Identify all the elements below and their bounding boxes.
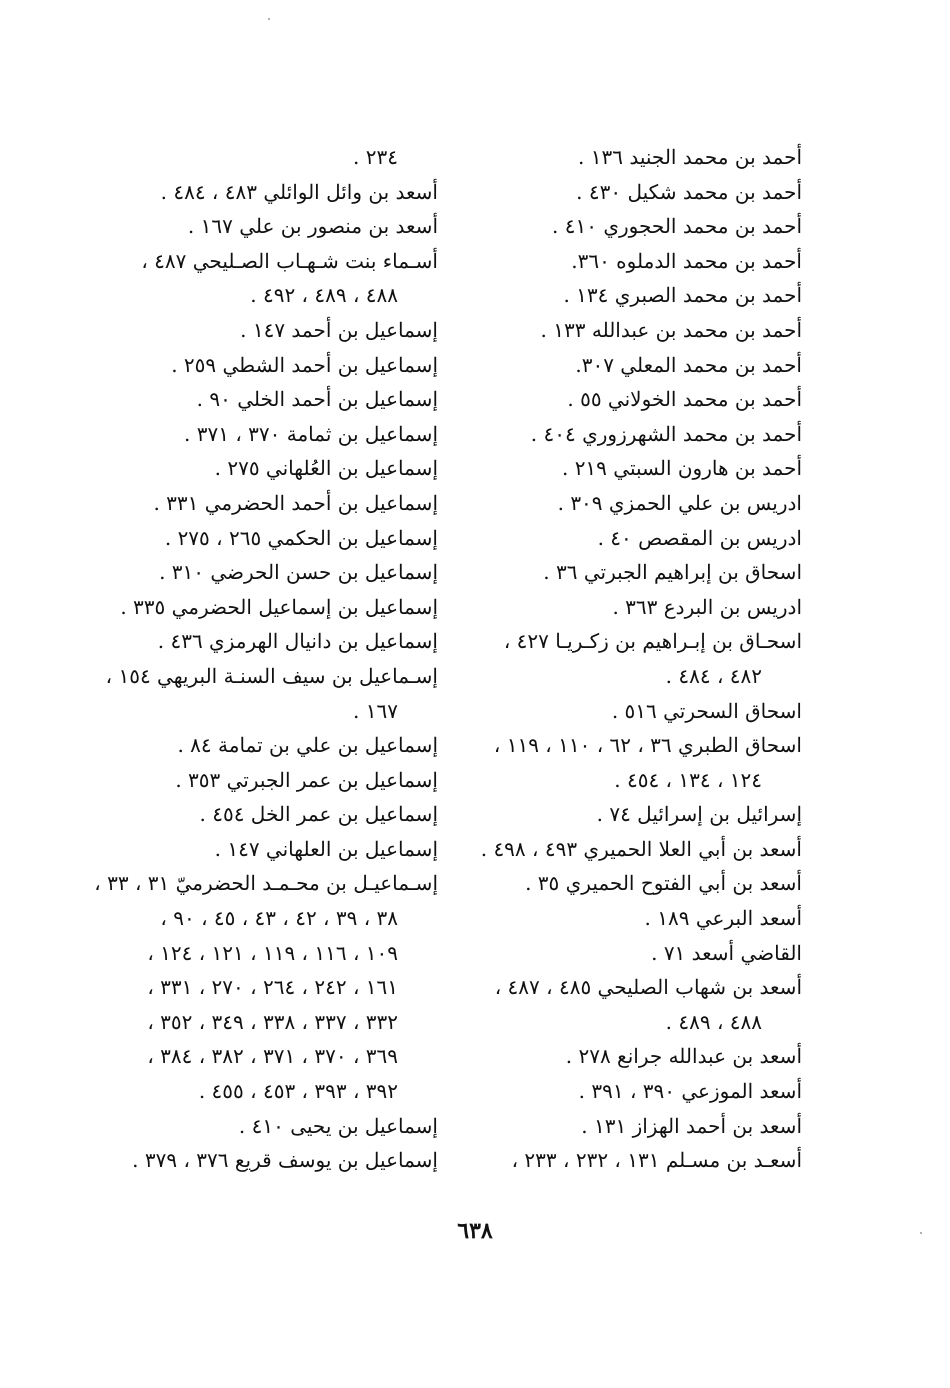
index-entry: أحمد بن هارون السبتي ٢١٩ .: [561, 456, 802, 481]
index-entry: أسعد بن شهاب الصليحي ٤٨٥ ، ٤٨٧ ،: [494, 975, 802, 1000]
index-entry: أحمد بن محمد الصبري ١٣٤ .: [563, 283, 802, 308]
index-entry: أحمد بن محمد الخولاني ٥٥ .: [567, 387, 802, 412]
index-entry: اسحـاق بن إبـراهيم بن زكـريـا ٤٢٧ ،: [503, 629, 802, 654]
index-entry-continuation: ٤٨٢ ، ٤٨٤ .: [665, 663, 762, 688]
index-entry: أحمد بن محمد الشهرزوري ٤٠٤ .: [530, 421, 802, 446]
scan-speck: [268, 18, 270, 20]
index-entry: أحمد بن محمد الحجوري ٤١٠ .: [552, 214, 802, 239]
index-entry: أسعد بن أبي الفتوح الحميري ٣٥ .: [525, 871, 802, 896]
index-entry-continuation: ١٠٩ ، ١١٦ ، ١١٩ ، ١٢١ ، ١٢٤ ،: [147, 940, 398, 965]
index-entry: القاضي أسعد ٧١ .: [651, 940, 802, 965]
index-entry: إسرائيل بن إسرائيل ٧٤ .: [596, 802, 802, 827]
index-entry: أسعد الموزعي ٣٩٠ ، ٣٩١ .: [578, 1079, 802, 1104]
index-entry: إسماعيل بن أحمد ١٤٧ .: [240, 317, 438, 342]
index-entry: أسعد بن وائل الوائلي ٤٨٣ ، ٤٨٤ .: [160, 179, 438, 204]
index-entry: ادريس بن البردع ٣٦٣ .: [612, 594, 802, 619]
index-entry: إسماعيل بن يحيى ٤١٠ .: [238, 1113, 438, 1138]
index-entry-continuation: ٣٣٢ ، ٣٣٧ ، ٣٣٨ ، ٣٤٩ ، ٣٥٢ ،: [147, 1009, 398, 1034]
index-entry: أسـماء بنت شـهـاب الصـليحي ٤٨٧ ،: [141, 248, 438, 273]
index-entry: إسماعيل بن أحمد الخلي ٩٠ .: [196, 387, 438, 412]
index-entry-continuation: ٤٨٨ ، ٤٨٩ .: [665, 1009, 762, 1034]
index-entry-continuation: ١٢٤ ، ١٣٤ ، ٤٥٤ .: [614, 767, 762, 792]
index-entry: إسماعيل بن علي بن تمامة ٨٤ .: [177, 733, 438, 758]
index-entry-continuation: ٣٨ ، ٣٩ ، ٤٢ ، ٤٣ ، ٤٥ ، ٩٠ ،: [160, 906, 398, 931]
index-entry: إسماعيل بن العلهاني ١٤٧ .: [214, 836, 438, 861]
index-entry: إسماعيل بن إسماعيل الحضرمي ٣٣٥ .: [120, 594, 438, 619]
index-entry-continuation: ٣٩٢ ، ٣٩٣ ، ٤٥٣ ، ٤٥٥ .: [198, 1079, 398, 1104]
index-entry: إسماعيل بن أحمد الحضرمي ٣٣١ .: [153, 490, 438, 515]
index-entry: إسماعيل بن عمر الجبرتي ٣٥٣ .: [175, 767, 438, 792]
page-number: ٦٣٨: [457, 1218, 493, 1244]
index-entry: اسحاق الطبري ٣٦ ، ٦٢ ، ١١٠ ، ١١٩ ،: [493, 733, 802, 758]
index-entry: إسـماعيـل بن محـمـد الحضرميّ ٣١ ، ٣٣ ،: [94, 871, 438, 896]
index-entry: إسماعيل بن دانيال الهرمزي ٤٣٦ .: [157, 629, 438, 654]
left-column: [94, 140, 438, 1178]
index-entry: إسماعيل بن عمر الخل ٤٥٤ .: [199, 802, 438, 827]
index-entry: ادريس بن علي الحمزي ٣٠٩ .: [557, 490, 802, 515]
index-entry: أحمد بن محمد المعلي ٣٠٧.: [575, 352, 802, 377]
index-entry-continuation: ١٦٧ .: [353, 698, 398, 723]
index-entry-continuation: ٣٦٩ ، ٣٧٠ ، ٣٧١ ، ٣٨٢ ، ٣٨٤ ،: [147, 1044, 398, 1069]
index-entry: إسماعيل بن الحكمي ٢٦٥ ، ٢٧٥ .: [164, 525, 438, 550]
index-entry: أسعد بن منصور بن علي ١٦٧ .: [187, 214, 438, 239]
index-entry: أسعـد بن مسـلم ١٣١ ، ٢٣٢ ، ٢٣٣ ،: [511, 1148, 802, 1173]
index-entry: أحمد بن محمد الجنيد ١٣٦ .: [578, 145, 802, 169]
right-column: [472, 140, 802, 1178]
index-entry: اسحاق بن إبراهيم الجبرتي ٣٦ .: [543, 560, 802, 585]
index-entry: أسعد البرعي ١٨٩ .: [644, 906, 802, 931]
index-entry-continuation: ١٦١ ، ٢٤٢ ، ٢٦٤ ، ٢٧٠ ، ٣٣١ ،: [147, 975, 398, 1000]
index-entry-continuation: ٢٣٤ .: [353, 145, 398, 169]
scan-speck: [920, 1232, 922, 1234]
index-entry: إسـماعيل بن سيف السنـة البريهي ١٥٤ ،: [105, 663, 438, 688]
index-entry: أحمد بن محمد الدملوه ٣٦٠.: [571, 248, 802, 273]
index-entry: أسعد بن أبي العلا الحميري ٤٩٣ ، ٤٩٨ .: [480, 836, 802, 861]
index-entry: إسماعيل بن أحمد الشطي ٢٥٩ .: [171, 352, 438, 377]
index-entry: أحمد بن محمد شكيل ٤٣٠ .: [576, 179, 802, 204]
index-entry: ادريس بن المقصص ٤٠ .: [597, 525, 802, 550]
index-entry: إسماعيل بن ثمامة ٣٧٠ ، ٣٧١ .: [184, 421, 438, 446]
index-entry: إسماعيل بن العُلهاني ٢٧٥ .: [214, 456, 438, 481]
index-entry: أسعد بن أحمد الهزاز ١٣١ .: [581, 1113, 802, 1138]
index-entry-continuation: ٤٨٨ ، ٤٨٩ ، ٤٩٢ .: [250, 283, 398, 308]
index-entry: إسماعيل بن حسن الحرضي ٣١٠ .: [159, 560, 438, 585]
index-entry: أسعد بن عبدالله جرانع ٢٧٨ .: [565, 1044, 802, 1069]
index-entry: اسحاق السحرتي ٥١٦ .: [611, 698, 802, 723]
index-entry: إسماعيل بن يوسف قريع ٣٧٦ ، ٣٧٩ .: [132, 1148, 438, 1173]
index-entry: أحمد بن محمد بن عبدالله ١٣٣ .: [540, 317, 802, 342]
